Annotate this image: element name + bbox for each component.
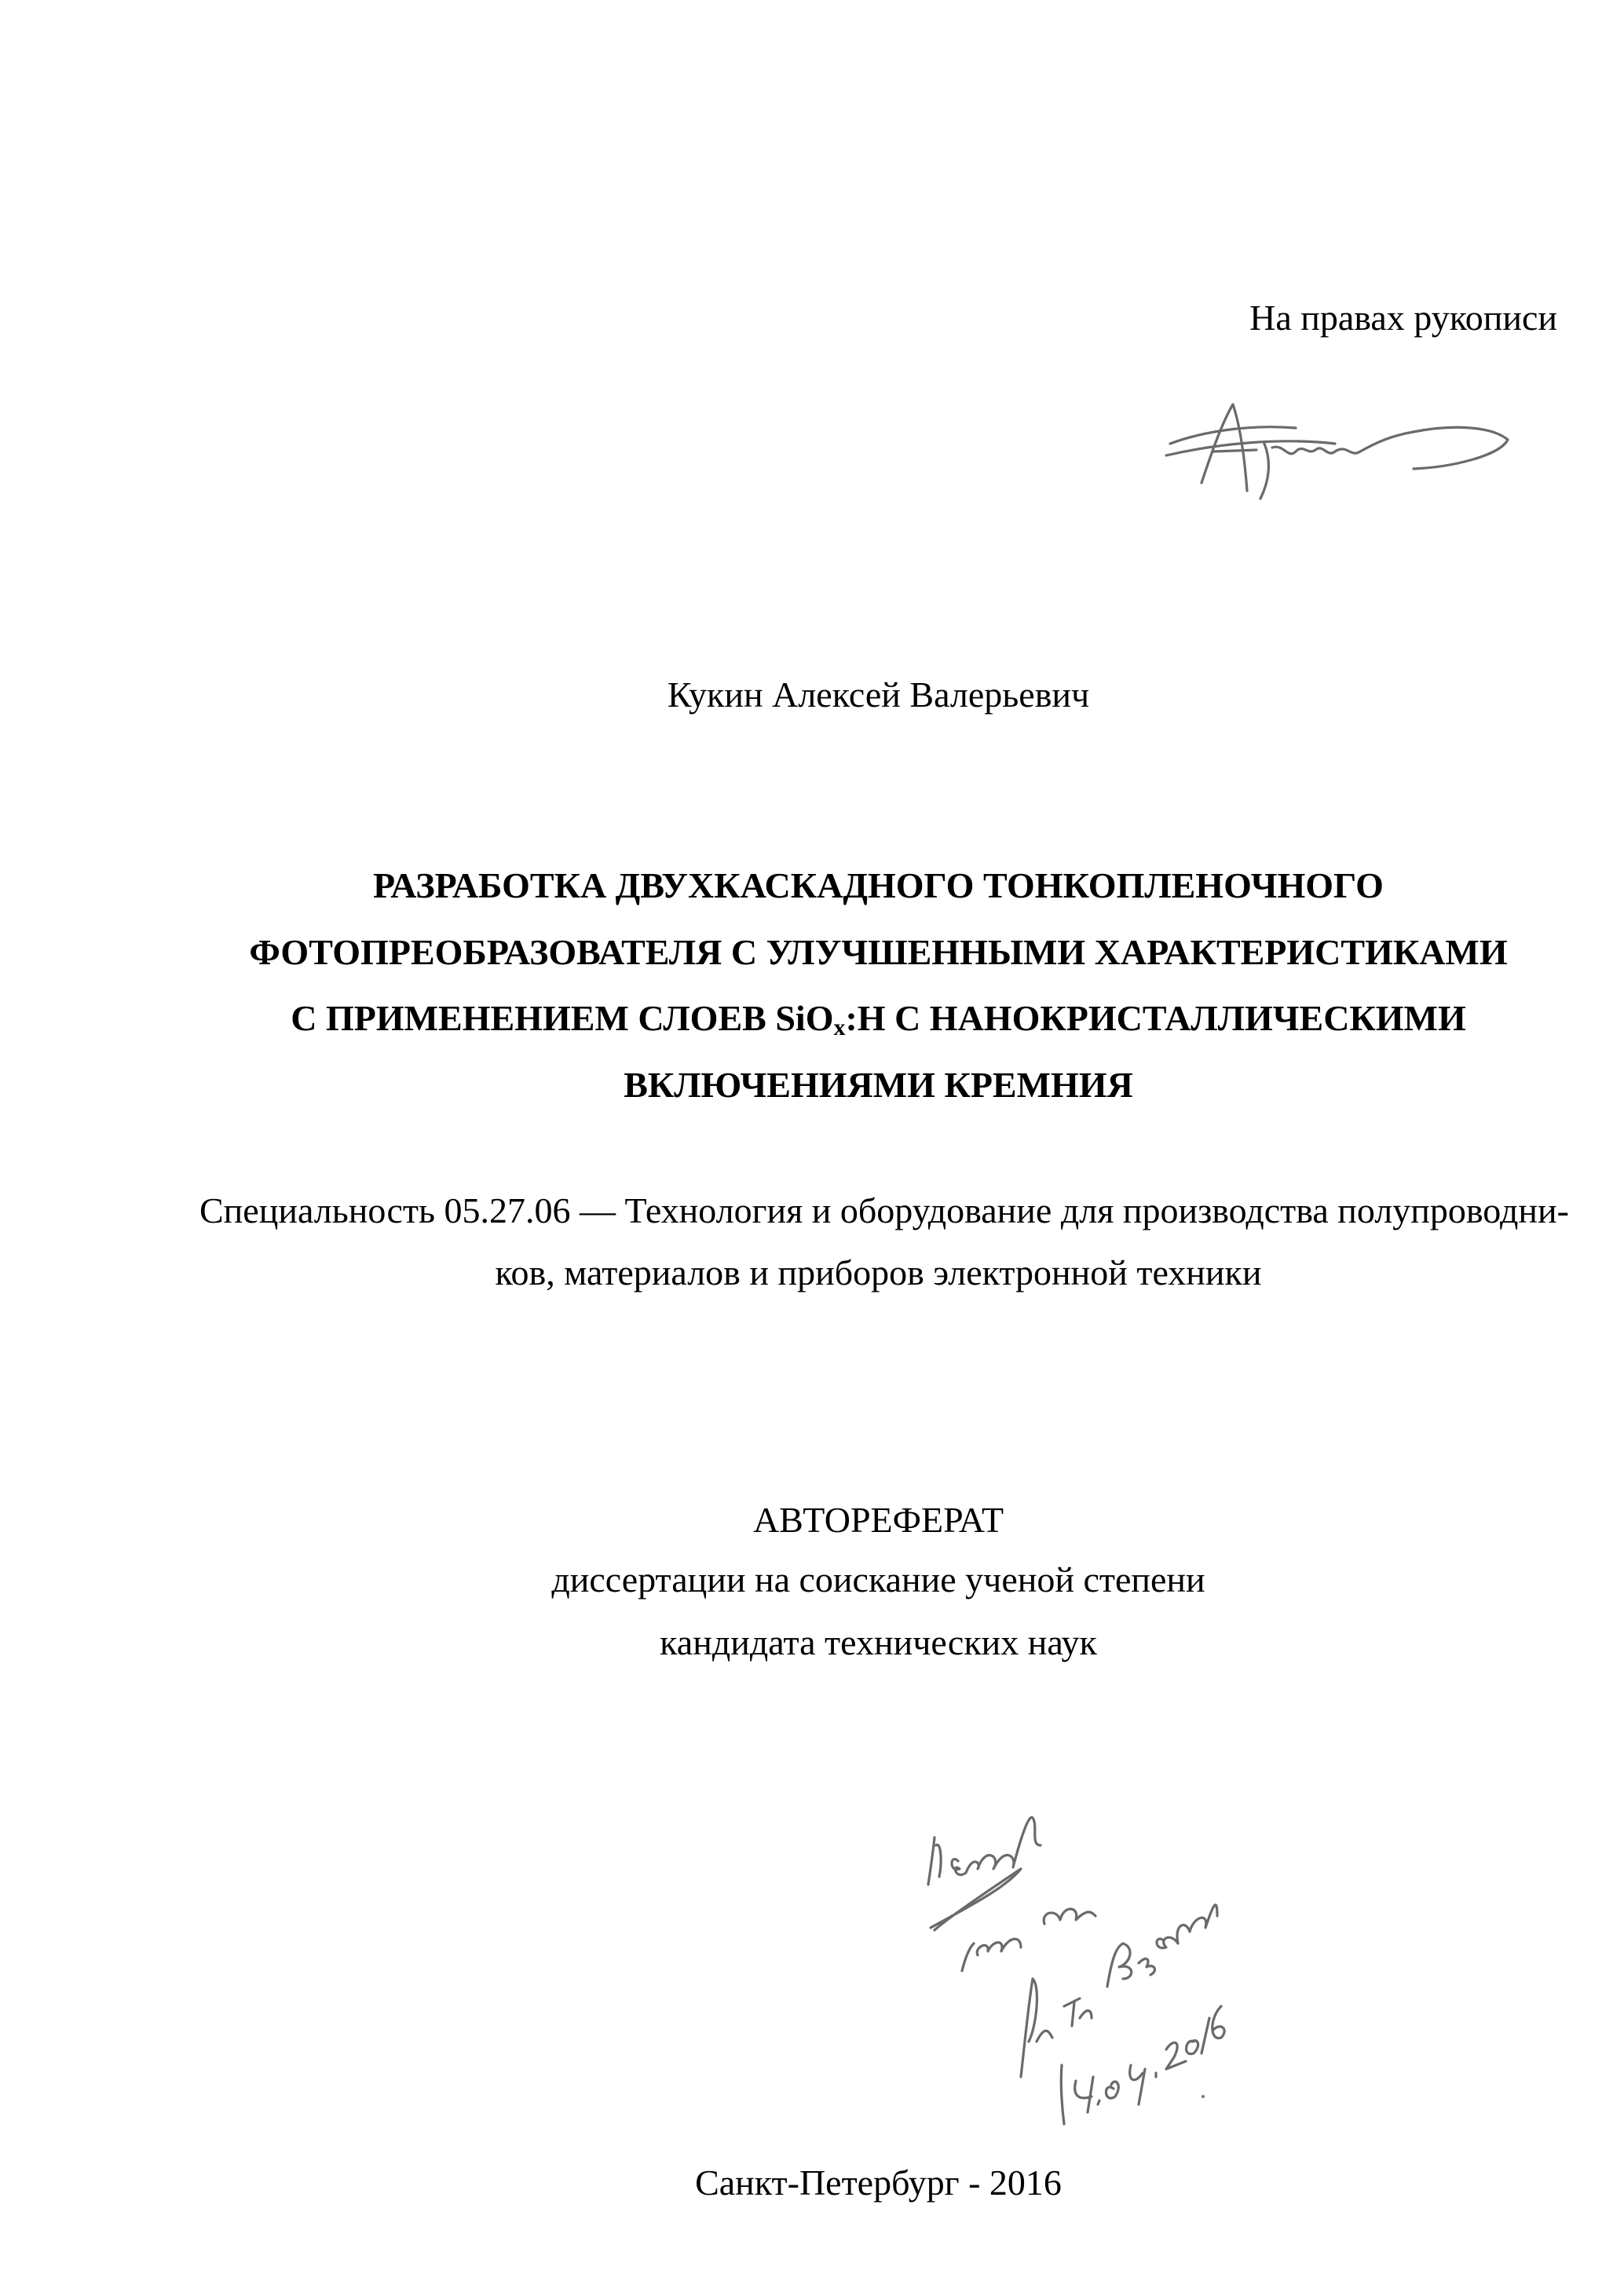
title-line-1: РАЗРАБОТКА ДВУХКАСКАДНОГО ТОНКОПЛЕНОЧНОГО [373, 865, 1384, 905]
document-type: АВТОРЕФЕРАТ [752, 1500, 1004, 1540]
specialty-line-1: Специальность 05.27.06 — Технология и оборудование для производства полупроводни- [199, 1190, 1569, 1230]
author-name: Кукин Алексей Валерьевич [667, 675, 1090, 715]
specialty-line-2: ков, материалов и приборов электронной техники [495, 1252, 1262, 1292]
manuscript-note: На правах рукописи [1249, 298, 1557, 338]
place-and-year: Санкт-Петербург - 2016 [695, 2163, 1062, 2203]
degree-line-1: диссертации на соискание ученой степени [551, 1559, 1205, 1600]
title-line-3-post: :H С НАНОКРИСТАЛЛИЧЕСКИМИ [845, 998, 1466, 1038]
title-line-4: ВКЛЮЧЕНИЯМИ КРЕМНИЯ [624, 1065, 1133, 1105]
author-signature [1154, 389, 1523, 514]
title-line-3 [199, 995, 1557, 1051]
title-subscript-x: x [833, 1015, 846, 1040]
degree-line-2: кандидата технических наук [660, 1622, 1097, 1662]
title-line-3-pre: С ПРИМЕНЕНИЕМ СЛОЕВ SiO [291, 998, 834, 1038]
handwritten-approval-note [864, 1727, 1414, 2136]
title-line-2: ФОТОПРЕОБРАЗОВАТЕЛЯ С УЛУЧШЕННЫМИ ХАРАКТЕРИСТИКАМИ [249, 932, 1508, 972]
